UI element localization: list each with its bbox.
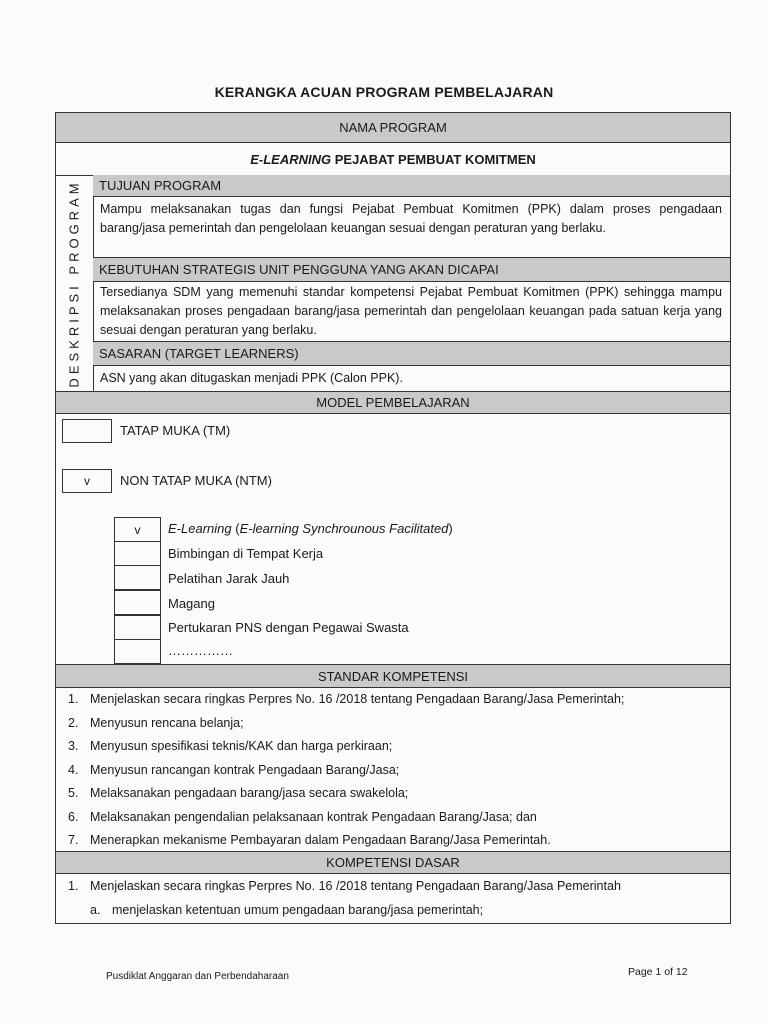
- list-item-text: Menerapkan mekanisme Pembayaran dalam Pengadaan Barang/Jasa Pemerintah.: [90, 833, 551, 847]
- list-item-text: Menyusun spesifikasi teknis/KAK dan harga perkiraan;: [90, 739, 393, 753]
- footer-institution: Pusdiklat Anggaran dan Perbendaharaan: [106, 971, 289, 982]
- sasaran-header: SASARAN (TARGET LEARNERS): [93, 341, 730, 366]
- pelatihan-jarak-jauh-checkbox[interactable]: [114, 565, 161, 590]
- dasar-list: [64, 875, 722, 922]
- list-item-letter: a.: [90, 902, 101, 917]
- list-item: [64, 899, 722, 923]
- list-item: [64, 806, 722, 830]
- tatap-muka-checkbox[interactable]: [62, 419, 112, 443]
- list-item: [64, 759, 722, 783]
- list-item-text: menjelaskan ketentuan umum pengadaan barang/jasa pemerintah;: [112, 902, 484, 917]
- magang-label: Magang: [168, 596, 215, 611]
- program-name-rest: PEJABAT PEMBUAT KOMITMEN: [331, 151, 536, 167]
- list-item-text: Melaksanakan pengendalian pelaksanaan kontrak Pengadaan Barang/Jasa; dan: [90, 809, 537, 824]
- list-item: [64, 829, 722, 853]
- pertukaran-pns-label: Pertukaran PNS dengan Pegawai Swasta: [168, 620, 409, 635]
- kebutuhan-header: KEBUTUHAN STRATEGIS UNIT PENGGUNA YANG AKAN DICAPAI: [93, 257, 730, 282]
- list-item-text: Menjelaskan secara ringkas Perpres No. 16 /2018 tentang Pengadaan Barang/Jasa Pemerintah;: [90, 692, 625, 706]
- page-number: Page 1 of 12: [628, 966, 688, 978]
- tujuan-header: TUJUAN PROGRAM: [93, 175, 730, 197]
- elearning-label-end: ): [448, 521, 453, 536]
- side-label-text: DESKRIPSI PROGRAM: [67, 178, 83, 388]
- magang-checkbox[interactable]: [114, 590, 161, 615]
- nama-program-header: NAMA PROGRAM: [56, 113, 730, 143]
- list-item-number: 6.: [68, 809, 79, 824]
- model-header: MODEL PEMBELAJARAN: [56, 391, 730, 414]
- list-item-number: 1.: [68, 879, 79, 893]
- list-item: [64, 688, 722, 712]
- list-item: [64, 875, 722, 899]
- list-item: [64, 735, 722, 759]
- pertukaran-pns-checkbox[interactable]: [114, 615, 161, 640]
- list-item: [64, 782, 722, 806]
- sasaran-text: ASN yang akan ditugaskan menjadi PPK (Calon PPK).: [100, 371, 403, 385]
- elearning-label-paren: (: [231, 521, 240, 536]
- non-tatap-muka-label: NON TATAP MUKA (NTM): [120, 473, 272, 488]
- dasar-header: KOMPETENSI DASAR: [56, 851, 730, 874]
- program-name: [56, 143, 730, 175]
- list-item-text: Menyusun rancangan kontrak Pengadaan Barang/Jasa;: [90, 762, 400, 777]
- program-name-italic: E-LEARNING: [250, 151, 332, 167]
- list-item-number: 2.: [68, 715, 79, 730]
- list-item-number: 7.: [68, 833, 79, 847]
- other-checkbox[interactable]: [114, 639, 161, 664]
- document-table: [55, 112, 731, 924]
- bimbingan-checkbox[interactable]: [114, 541, 161, 566]
- list-item-number: 1.: [68, 692, 79, 706]
- elearning-checkbox[interactable]: v: [114, 517, 161, 542]
- non-tatap-muka-checkbox[interactable]: v: [62, 469, 112, 493]
- standar-list: [64, 688, 722, 853]
- list-item-text: Melaksanakan pengadaan barang/jasa secara swakelola;: [90, 786, 409, 800]
- kebutuhan-text: Tersedianya SDM yang memenuhi standar kompetensi Pejabat Pembuat Komitmen (PPK) sehingga mampu melaksanakan proses pengadaan barang/jasa pemerintah dan pengelolaan keuangan pada satuan kerja yang sesuai dengan peraturan yang berlaku.: [100, 285, 722, 337]
- standar-header: STANDAR KOMPETENSI: [56, 664, 730, 688]
- list-item-text: Menjelaskan secara ringkas Perpres No. 16 /2018 tentang Pengadaan Barang/Jasa Pemerintah: [90, 879, 621, 893]
- other-label: ……………: [168, 643, 233, 658]
- list-item-number: 3.: [68, 739, 79, 753]
- bimbingan-label: Bimbingan di Tempat Kerja: [168, 546, 324, 561]
- tatap-muka-label: TATAP MUKA (TM): [120, 423, 231, 438]
- page-title: KERANGKA ACUAN PROGRAM PEMBELAJARAN: [214, 84, 554, 100]
- elearning-label-italic2: E-learning Synchrounous Facilitated: [239, 521, 449, 536]
- elearning-label: [168, 521, 453, 536]
- elearning-label-italic: E-Learning: [168, 521, 232, 536]
- list-item: [64, 712, 722, 736]
- pelatihan-jarak-jauh-label: Pelatihan Jarak Jauh: [168, 571, 290, 586]
- side-label: [56, 175, 93, 391]
- list-item-number: 5.: [68, 786, 79, 800]
- list-item-number: 4.: [68, 762, 79, 777]
- list-item-text: Menyusun rencana belanja;: [90, 715, 244, 730]
- tujuan-text: Mampu melaksanakan tugas dan fungsi Pejabat Pembuat Komitmen (PPK) dalam proses pengadaan barang/jasa pemerintah dan pengelolaan keuangan sesuai dengan peraturan yang berlaku.: [100, 202, 722, 235]
